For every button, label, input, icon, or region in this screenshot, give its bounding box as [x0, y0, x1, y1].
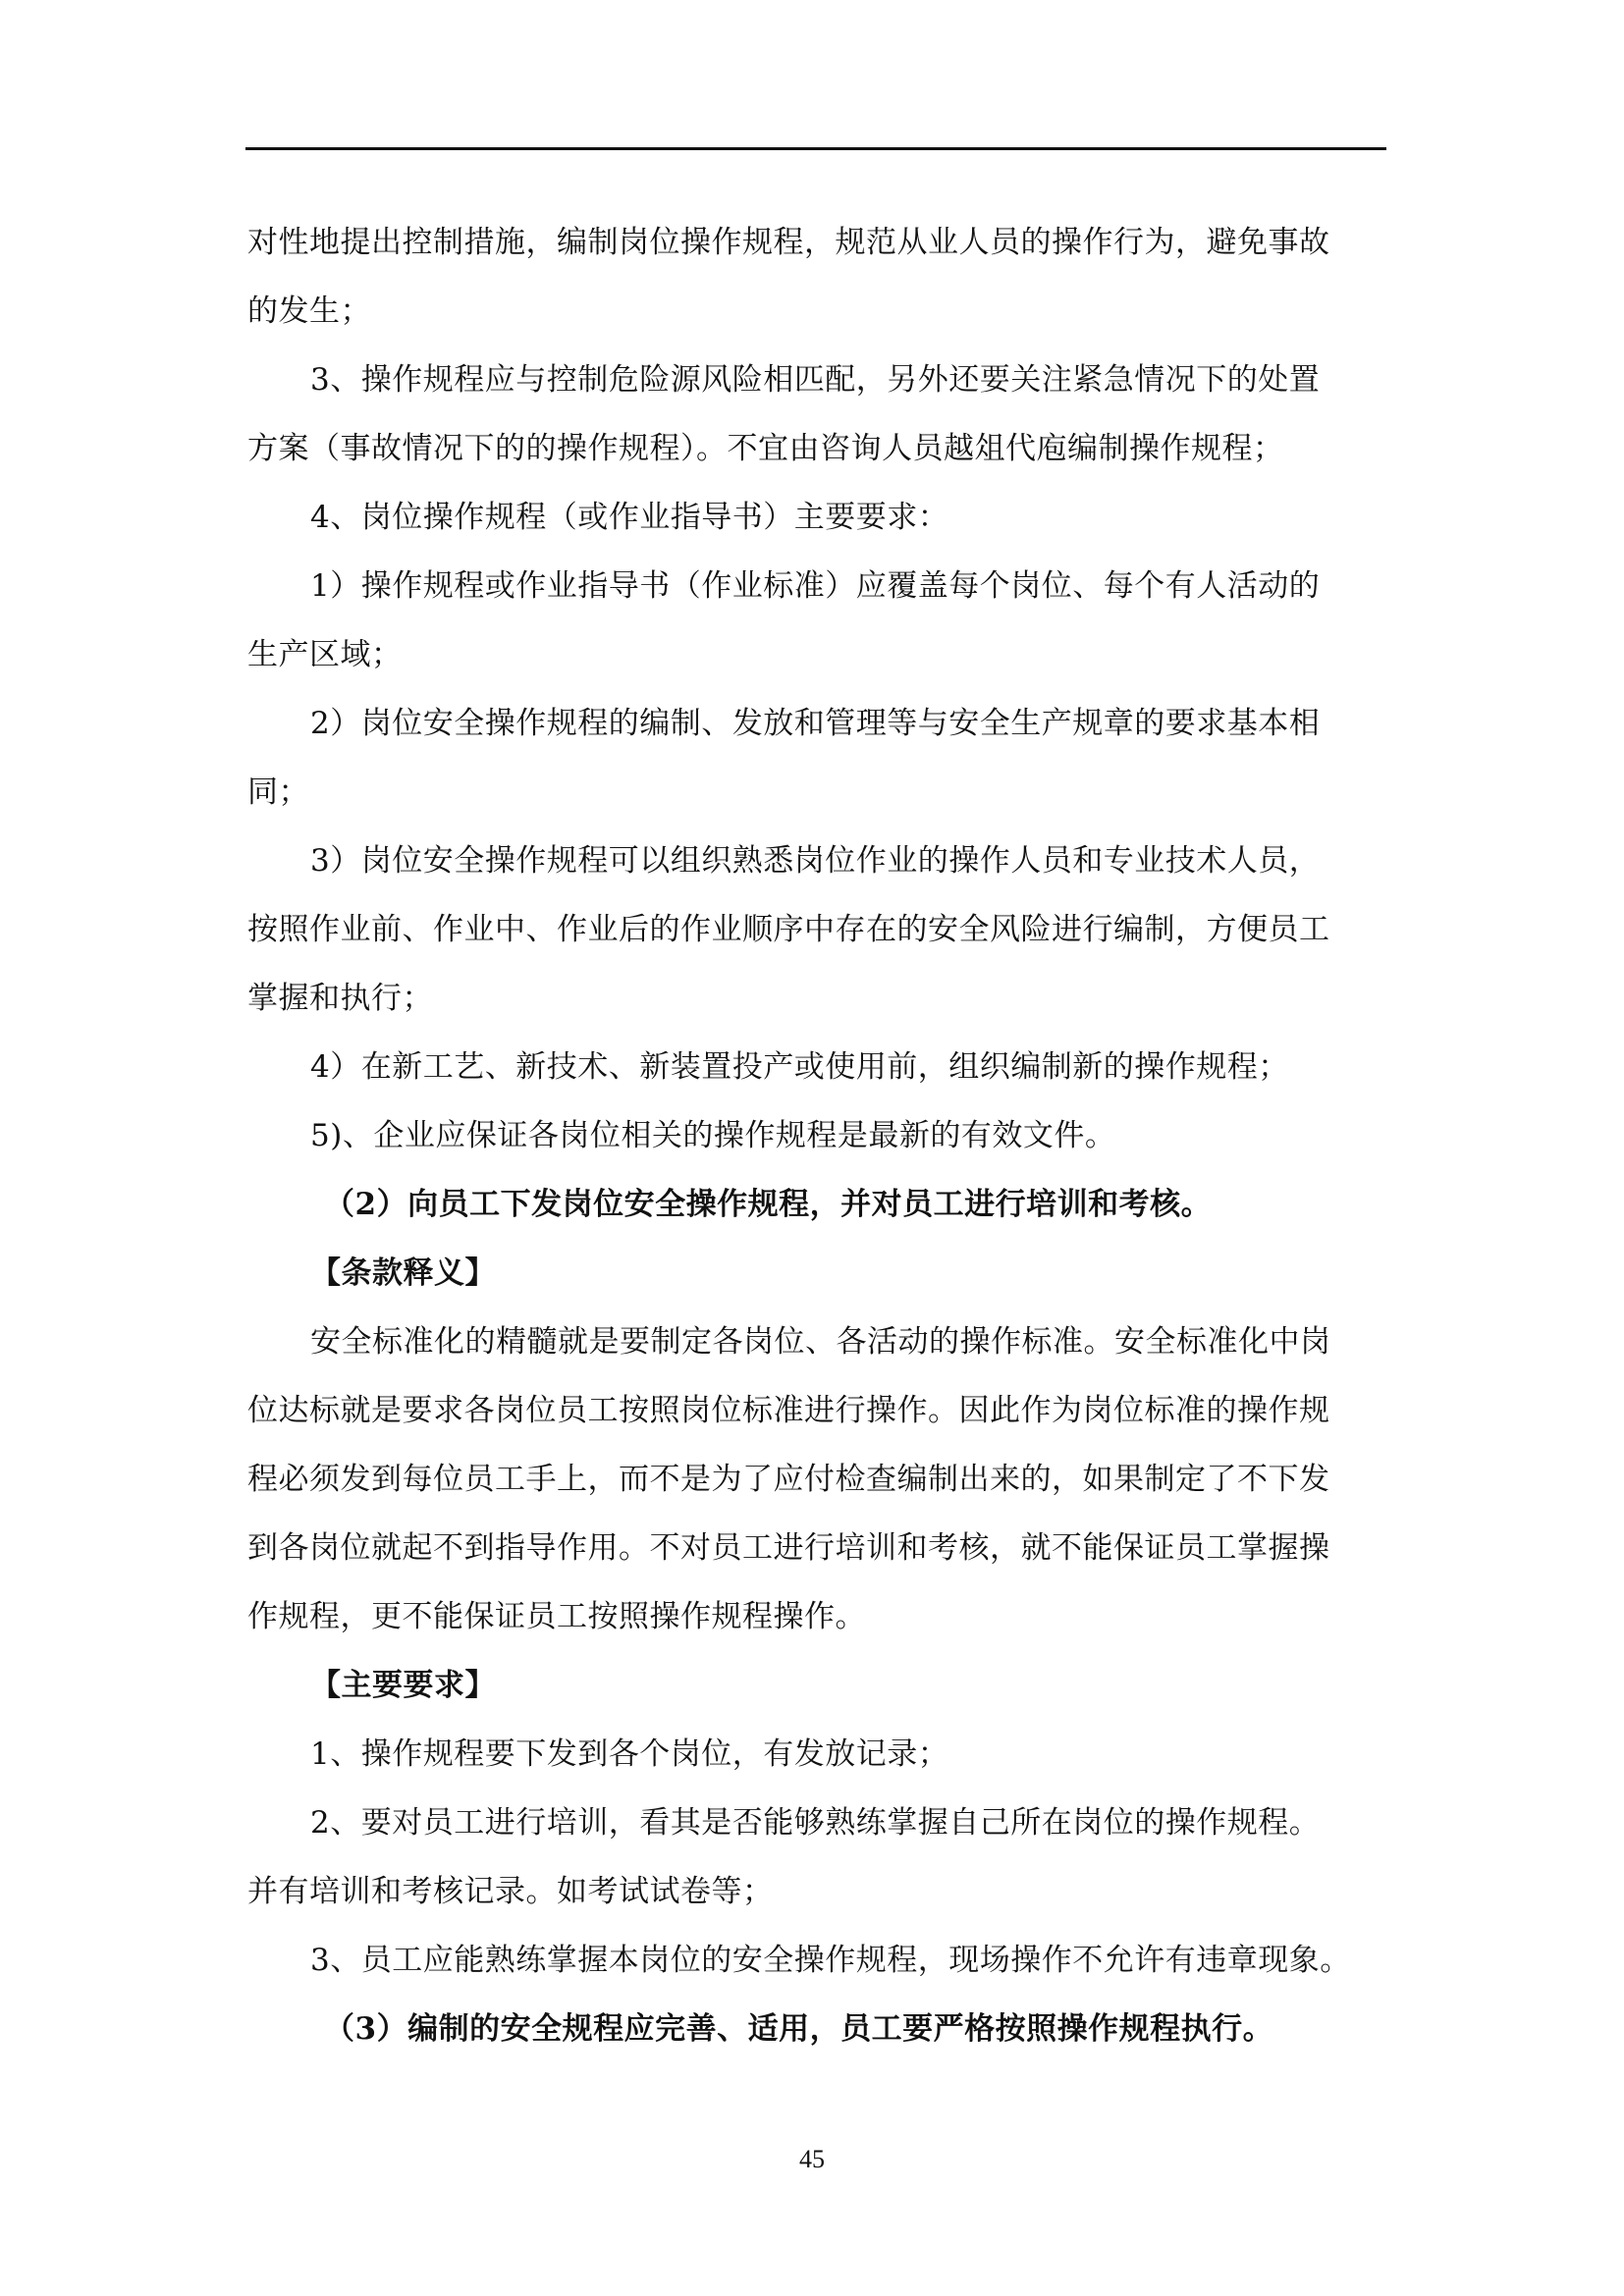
text-line: 3、操作规程应与控制危险源风险相匹配，另外还要关注紧急情况下的处置 — [310, 362, 1321, 398]
text-line: 3）岗位安全操作规程可以组织熟悉岗位作业的操作人员和专业技术人员， — [310, 843, 1321, 879]
text-line: 程必须发到每位员工手上，而不是为了应付检查编制出来的，如果制定了不下发 — [247, 1462, 1330, 1497]
text-line: 按照作业前、作业中、作业后的作业顺序中存在的安全风险进行编制，方便员工 — [247, 912, 1330, 947]
text-line: 生产区域； — [247, 637, 403, 672]
text-line: 方案（事故情况下的的操作规程）。不宜由咨询人员越俎代庖编制操作规程； — [247, 431, 1284, 466]
header-rule — [245, 147, 1386, 150]
text-line: 的发生； — [247, 294, 371, 329]
text-line: 4）在新工艺、新技术、新装置投产或使用前，组织编制新的操作规程； — [310, 1049, 1289, 1085]
text-line: 到各岗位就起不到指导作用。不对员工进行培训和考核，就不能保证员工掌握操 — [247, 1530, 1330, 1566]
subheading: 【主要要求】 — [310, 1668, 496, 1703]
text-line: 2）岗位安全操作规程的编制、发放和管理等与安全生产规章的要求基本相 — [310, 706, 1321, 741]
subheading: 【条款释义】 — [310, 1255, 496, 1291]
text-line: 5)、企业应保证各岗位相关的操作规程是最新的有效文件。 — [310, 1118, 1116, 1153]
text-line: 并有培训和考核记录。如考试试卷等； — [247, 1874, 774, 1909]
page-number: 45 — [799, 2145, 825, 2173]
text-line: 掌握和执行； — [247, 981, 433, 1016]
section-heading: （3）编制的安全规程应完善、适用，员工要严格按照操作规程执行。 — [324, 2011, 1274, 2047]
text-line: 同； — [247, 774, 309, 810]
page-body — [247, 208, 1386, 2063]
text-line: 1、操作规程要下发到各个岗位，有发放记录； — [310, 1736, 949, 1772]
text-line: 位达标就是要求各岗位员工按照岗位标准进行操作。因此作为岗位标准的操作规 — [247, 1393, 1330, 1428]
text-line: 4、岗位操作规程（或作业指导书）主要要求： — [310, 500, 949, 535]
text-line: 安全标准化的精髓就是要制定各岗位、各活动的操作标准。安全标准化中岗 — [310, 1324, 1331, 1360]
section-heading: （2）向员工下发岗位安全操作规程，并对员工进行培训和考核。 — [324, 1187, 1213, 1222]
text-line: 作规程，更不能保证员工按照操作规程操作。 — [247, 1599, 866, 1634]
text-line: 对性地提出控制措施，编制岗位操作规程，规范从业人员的操作行为，避免事故 — [247, 225, 1330, 260]
text-line: 3、员工应能熟练掌握本岗位的安全操作规程，现场操作不允许有违章现象。 — [310, 1943, 1351, 1978]
text-line: 2、要对员工进行培训，看其是否能够熟练掌握自己所在岗位的操作规程。 — [310, 1805, 1321, 1841]
text-line: 1）操作规程或作业指导书（作业标准）应覆盖每个岗位、每个有人活动的 — [310, 568, 1321, 604]
